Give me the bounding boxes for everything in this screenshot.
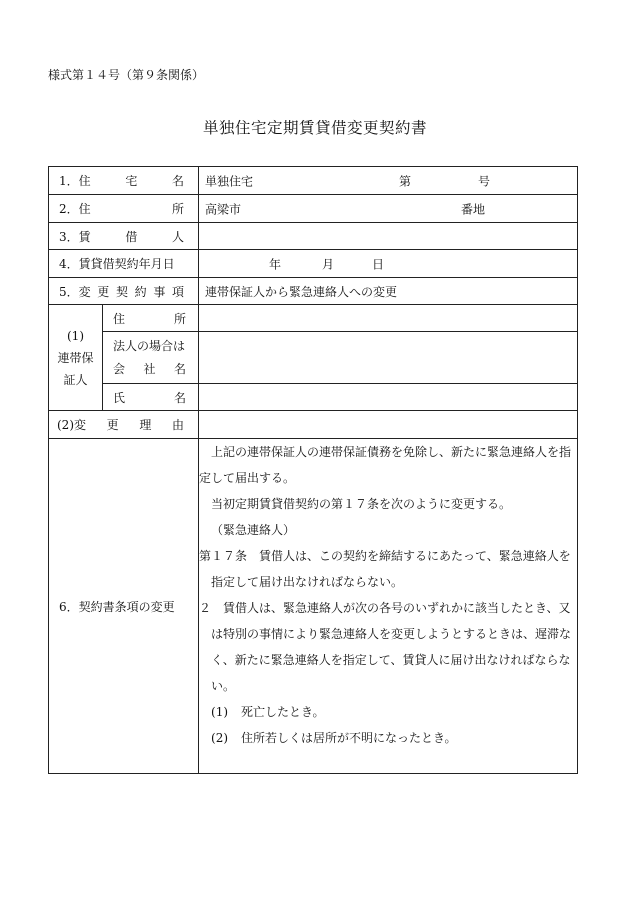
guarantor-company-label (103, 332, 199, 384)
reason-label (49, 411, 199, 439)
lessee-field[interactable] (199, 223, 578, 250)
address-city: 高梁市 (205, 202, 242, 216)
lessee-label (49, 223, 199, 250)
guarantor-group-label (49, 305, 103, 411)
house-number-suffix: 号 (478, 174, 491, 188)
label-part: 所 (174, 311, 187, 326)
corp-label-line1: 法人の場合は (113, 338, 186, 353)
row-reason (49, 411, 578, 439)
changed-item-field[interactable] (199, 278, 578, 305)
clause-item-text: 住所若しくは居所が不明になったとき。 (241, 731, 457, 745)
row-guarantor-company (49, 332, 578, 384)
contract-date-label (49, 250, 199, 278)
row-changed-item (49, 278, 578, 305)
row-house-name (49, 167, 578, 195)
clause-heading: （緊急連絡人） (211, 523, 296, 537)
reason-field[interactable] (199, 411, 578, 439)
clause-item-number: (1) (211, 705, 229, 719)
label-part: 社 (143, 361, 156, 376)
label-part: 3．賃 (59, 229, 91, 244)
address-field[interactable] (199, 195, 578, 223)
label-part: 2．住 (59, 202, 91, 216)
label-part: 契 (115, 284, 128, 299)
label-part: 更 (106, 418, 119, 432)
label-part: 住 (113, 311, 126, 326)
clause-article-17: 第１７条 賃借人は、この契約を締結するにあたって、緊急連絡人を指定して届け出なければならない。 (199, 549, 571, 589)
contract-change-clauses (199, 439, 578, 774)
corp-label-line2 (113, 358, 186, 381)
date-month: 月 (322, 257, 335, 271)
label-part: 更 (97, 284, 110, 299)
house-name-value: 単独住宅 (205, 174, 254, 188)
document-title: 単独住宅定期賃貸借変更契約書 (202, 119, 427, 137)
label-part: 名 (174, 361, 187, 376)
group-label-line: 証人 (63, 372, 88, 387)
guarantor-name-label (103, 384, 199, 411)
date-day: 日 (372, 257, 385, 271)
address-label (49, 195, 199, 223)
contract-change-label (49, 439, 199, 774)
label-part: 名 (172, 174, 185, 188)
clause-item-text: 死亡したとき。 (241, 705, 325, 719)
clause-item-number: (2) (211, 731, 229, 745)
guarantor-name-field[interactable] (199, 384, 578, 411)
label-part: 5．変 (59, 284, 91, 299)
row-guarantor-address (49, 305, 578, 332)
guarantor-address-label (103, 305, 199, 332)
house-number-prefix: 第 (399, 174, 412, 188)
contract-date-field[interactable] (199, 250, 578, 278)
house-name-label (49, 167, 199, 195)
group-label-line: (1) (67, 328, 84, 343)
clause-paragraph-2: ２ 賃借人は、緊急連絡人が次の各号のいずれかに該当したとき、又は特別の事情により緊急連絡人を変更しようとするときは、遅滞なく、新たに緊急連絡人を指定して、賃貸人に届け出なければならない。 (199, 601, 572, 693)
group-label-line: 連帯保 (57, 350, 94, 365)
form-number: 様式第１４号（第９条関係） (48, 68, 205, 82)
changed-item-label (49, 278, 199, 305)
label-part: 理 (139, 418, 152, 432)
house-name-field[interactable] (199, 167, 578, 195)
label-part: 所 (172, 202, 185, 216)
label-part: 項 (171, 284, 184, 299)
label-part: 会 (113, 361, 126, 376)
label-part: 名 (174, 390, 187, 405)
contract-date-label-text: 4．賃貸借契約年月日 (59, 257, 175, 271)
guarantor-address-field[interactable] (199, 305, 578, 332)
clause-paragraph: 上記の連帯保証人の連帯保証債務を免除し、新たに緊急連絡人を指定して届出する。 (199, 445, 572, 485)
label-part: 氏 (113, 390, 126, 405)
label-part: 宅 (125, 174, 138, 188)
label-part: 1．住 (59, 174, 91, 188)
address-suffix: 番地 (461, 202, 486, 216)
label-part: 人 (172, 229, 185, 244)
clause-paragraph: 当初定期賃貸借契約の第１７条を次のように変更する。 (211, 497, 512, 511)
contract-change-label-text: 6．契約書条項の変更 (59, 599, 175, 614)
row-address (49, 195, 578, 223)
clause-item (199, 699, 577, 725)
row-contract-change (49, 439, 578, 774)
row-lessee (49, 223, 578, 250)
row-guarantor-name (49, 384, 578, 411)
row-contract-date (49, 250, 578, 278)
label-part: 借 (125, 229, 138, 244)
clause-item (199, 725, 577, 751)
label-part: (2)変 (57, 418, 86, 432)
label-part: 約 (134, 284, 147, 299)
guarantor-company-field[interactable] (199, 332, 578, 384)
contract-form-table (48, 166, 578, 774)
date-year: 年 (269, 257, 282, 271)
changed-item-value: 連帯保証人から緊急連絡人への変更 (205, 284, 398, 299)
label-part: 事 (153, 284, 166, 299)
label-part: 由 (172, 418, 185, 432)
